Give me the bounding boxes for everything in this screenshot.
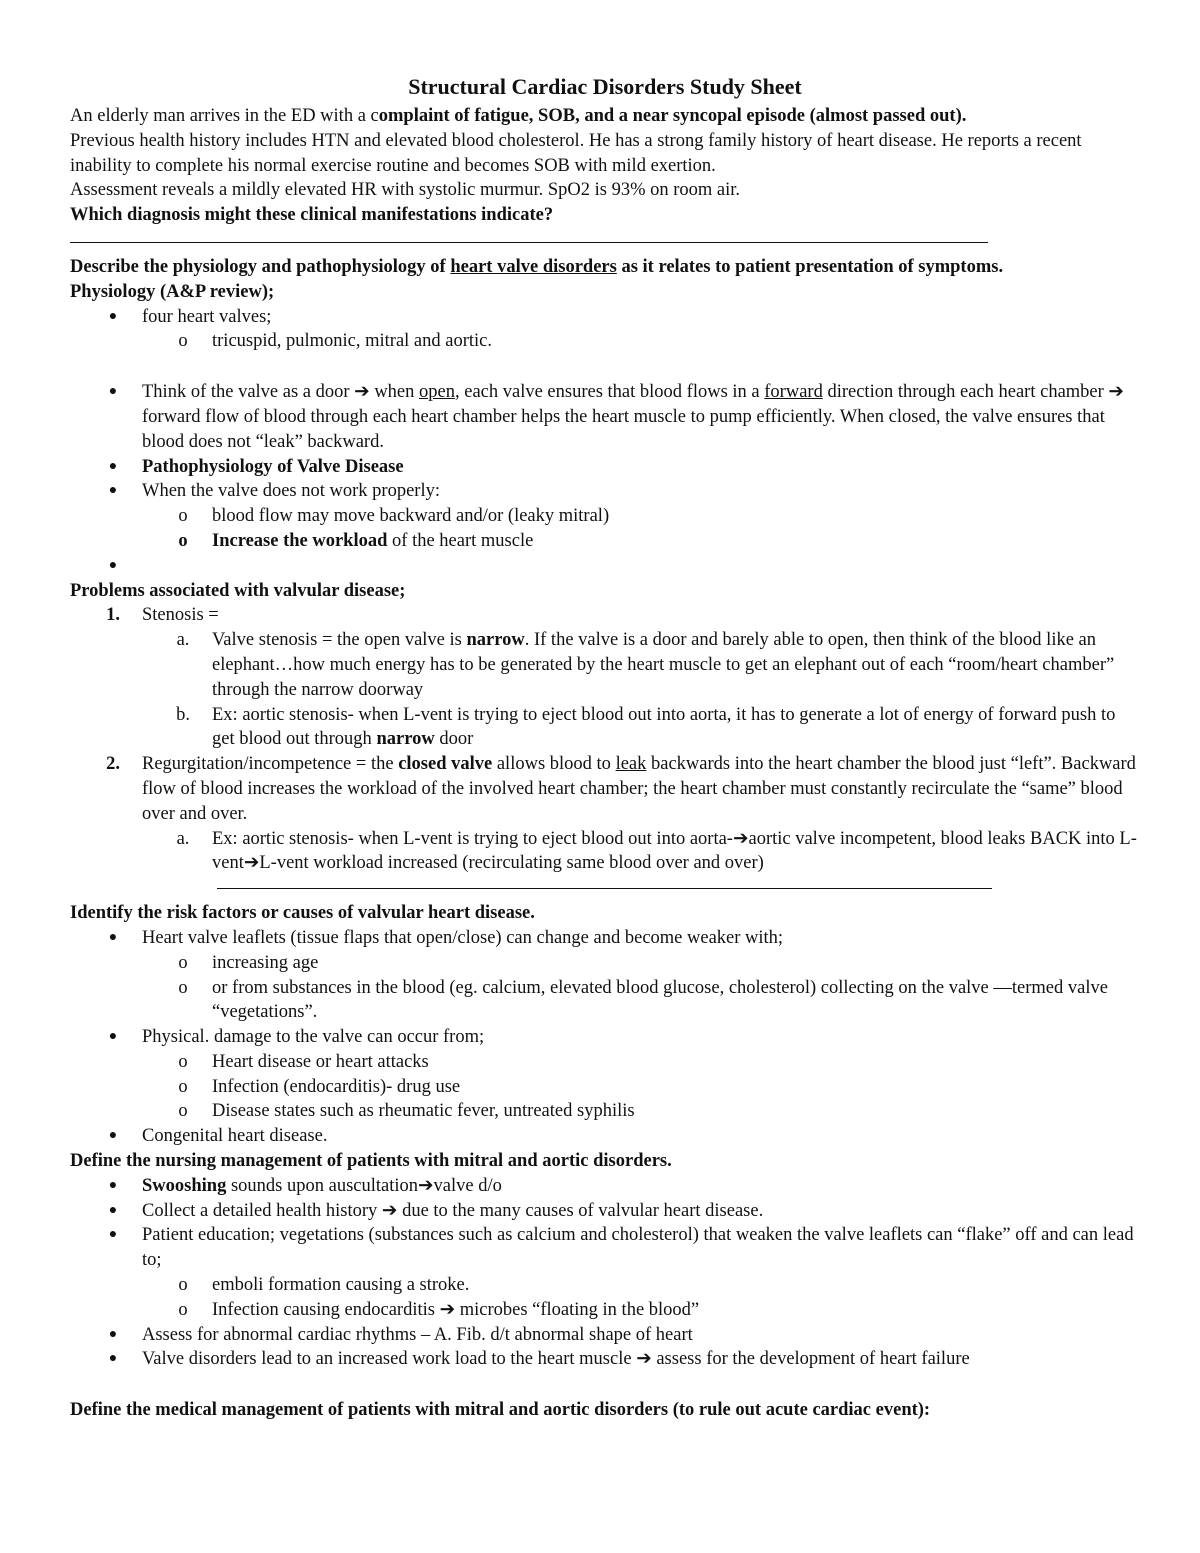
physiology-heading: Physiology (A&P review); <box>70 281 275 302</box>
bullet-icon: ● <box>108 1326 118 1342</box>
numbered-item: 1. Stenosis = <box>106 605 219 626</box>
scenario-paragraph-1: An elderly man arrives in the ED with a complaint of fatigue, SOB, and a near syncopal episode (almost passed out). <box>70 106 967 126</box>
bullet-icon: ● <box>108 557 118 573</box>
arrow-icon: ➔ <box>243 853 260 874</box>
bullet-icon: ● <box>108 483 118 499</box>
scenario-paragraph-2: Previous health history includes HTN and elevated blood cholesterol. He has a strong family history of heart disease. He reports a recent inability to complete his normal exercise routine and becomes SOB with mild exertion. <box>70 130 1082 176</box>
list-item: ● When the valve does not work properly: <box>70 479 1140 504</box>
circle-bullet-icon: o <box>178 1275 188 1296</box>
list-item: ● Patient education; vegetations (substances such as calcium and cholesterol) that weaken the valve leaflets can “flake” off and can lead to; <box>70 1223 1140 1273</box>
lettered-item: a. Ex: aortic stenosis- when L-vent is trying to eject blood out into aorta-➔aortic valve incompetent, blood leaks BACK into L-vent➔L-vent workload increased (recirculating same blood over and over) <box>176 828 1137 874</box>
bullet-icon: ● <box>108 1227 118 1243</box>
problems-heading: Problems associated with valvular disease; <box>70 580 406 601</box>
bullet-icon: ● <box>108 1128 118 1144</box>
list-item: ● Collect a detailed health history ➔ due to the many causes of valvular heart disease. <box>70 1199 1140 1224</box>
circle-bullet-icon: o <box>178 506 188 527</box>
arrow-icon: ➔ <box>354 382 370 403</box>
list-item: o increasing age <box>70 951 1140 976</box>
circle-bullet-icon: o <box>178 977 188 998</box>
circle-bullet-icon: o <box>178 530 188 551</box>
list-item: ● Heart valve leaflets (tissue flaps that open/close) can change and become weaker with; <box>70 926 1140 951</box>
list-item: o or from substances in the blood (eg. calcium, elevated blood glucose, cholesterol) collecting on the valve —termed valve “vegetations”. <box>70 976 1140 1026</box>
bullet-icon: ● <box>108 308 118 324</box>
circle-bullet-icon: o <box>178 1051 188 1072</box>
empty-list-item <box>70 554 1140 579</box>
list-item: ● four heart valves; <box>70 305 1140 330</box>
list-item: ● Think of the valve as a door ➔ when open, each valve ensures that blood flows in a forward direction through each heart chamber ➔ forward flow of blood through each heart chamber helps the heart muscle to pump efficiently. When closed, the valve ensures that blood does not “leak” backward. <box>70 380 1140 454</box>
lettered-item: b. Ex: aortic stenosis- when L-vent is trying to eject blood out into aorta, it has to generate a lot of energy of forward push to get blood out through narrow door <box>176 704 1116 750</box>
answer-line <box>217 876 992 889</box>
scenario-paragraph-3: Assessment reveals a mildly elevated HR with systolic murmur. SpO2 is 93% on room air. <box>70 180 741 201</box>
list-item: o emboli formation causing a stroke. <box>70 1273 1140 1298</box>
bullet-icon: ● <box>108 929 118 945</box>
list-item: o Infection causing endocarditis ➔ microbes “floating in the blood” <box>70 1298 1140 1323</box>
bullet-icon: ● <box>108 1202 118 1218</box>
arrow-icon: ➔ <box>1108 382 1124 403</box>
bullet-icon: ● <box>108 1351 118 1367</box>
circle-bullet-icon: o <box>178 1101 188 1122</box>
list-item: o blood flow may move backward and/or (leaky mitral) <box>70 504 1140 529</box>
list-item: o Heart disease or heart attacks <box>70 1050 1140 1075</box>
diagnosis-question: Which diagnosis might these clinical manifestations indicate? <box>70 205 554 226</box>
list-item: ● Assess for abnormal cardiac rhythms – A. Fib. d/t abnormal shape of heart <box>70 1323 1140 1348</box>
circle-bullet-icon: o <box>178 331 188 352</box>
list-item: ● Congenital heart disease. <box>70 1124 1140 1149</box>
list-item: ● Pathophysiology of Valve Disease <box>70 455 1140 480</box>
bullet-icon: ● <box>108 1029 118 1045</box>
list-item: ● Valve disorders lead to an increased work load to the heart muscle ➔ assess for the development of heart failure <box>70 1347 1140 1372</box>
arrow-icon: ➔ <box>439 1299 456 1320</box>
arrow-icon: ➔ <box>636 1349 652 1370</box>
answer-line <box>70 228 988 243</box>
circle-bullet-icon: o <box>178 952 188 973</box>
arrow-icon: ➔ <box>381 1200 398 1221</box>
list-item: o Increase the workload of the heart muscle <box>70 529 1140 554</box>
nursing-heading: Define the nursing management of patients with mitral and aortic disorders. <box>70 1151 672 1172</box>
arrow-icon: ➔ <box>732 828 749 849</box>
list-item: o Disease states such as rheumatic fever, untreated syphilis <box>70 1099 1140 1124</box>
medical-heading: Define the medical management of patients with mitral and aortic disorders (to rule out acute cardiac event): <box>70 1400 931 1421</box>
numbered-item: 2. Regurgitation/incompetence = the closed valve allows blood to leak backwards into the heart chamber the blood just “left”. Backward flow of blood increases the workload of the involved heart chamber; the heart chamber must constantly recirculate the “same” blood over and over. <box>106 754 1136 824</box>
list-item: ● Physical. damage to the valve can occur from; <box>70 1025 1140 1050</box>
arrow-icon: ➔ <box>418 1175 434 1196</box>
lettered-item: a. Valve stenosis = the open valve is narrow. If the valve is a door and barely able to open, then think of the blood like an elephant…how much energy has to be generated by the heart muscle to get an elephant out of each “room/heart chamber” through the narrow doorway <box>176 630 1115 700</box>
page-title: Structural Cardiac Disorders Study Sheet <box>408 74 802 99</box>
circle-bullet-icon: o <box>178 1299 188 1320</box>
list-item: ● Swooshing sounds upon auscultation➔valve d/o <box>70 1174 1140 1199</box>
list-item: o Infection (endocarditis)- drug use <box>70 1075 1140 1100</box>
bullet-icon: ● <box>108 384 118 400</box>
list-item: o tricuspid, pulmonic, mitral and aortic. <box>70 329 1140 354</box>
circle-bullet-icon: o <box>178 1076 188 1097</box>
bullet-icon: ● <box>108 1177 118 1193</box>
describe-question: Describe the physiology and pathophysiology of heart valve disorders as it relates to patient presentation of symptoms. <box>70 256 1004 277</box>
document-content <box>70 72 1140 1423</box>
risk-heading: Identify the risk factors or causes of valvular heart disease. <box>70 903 535 924</box>
bullet-icon: ● <box>108 458 118 474</box>
